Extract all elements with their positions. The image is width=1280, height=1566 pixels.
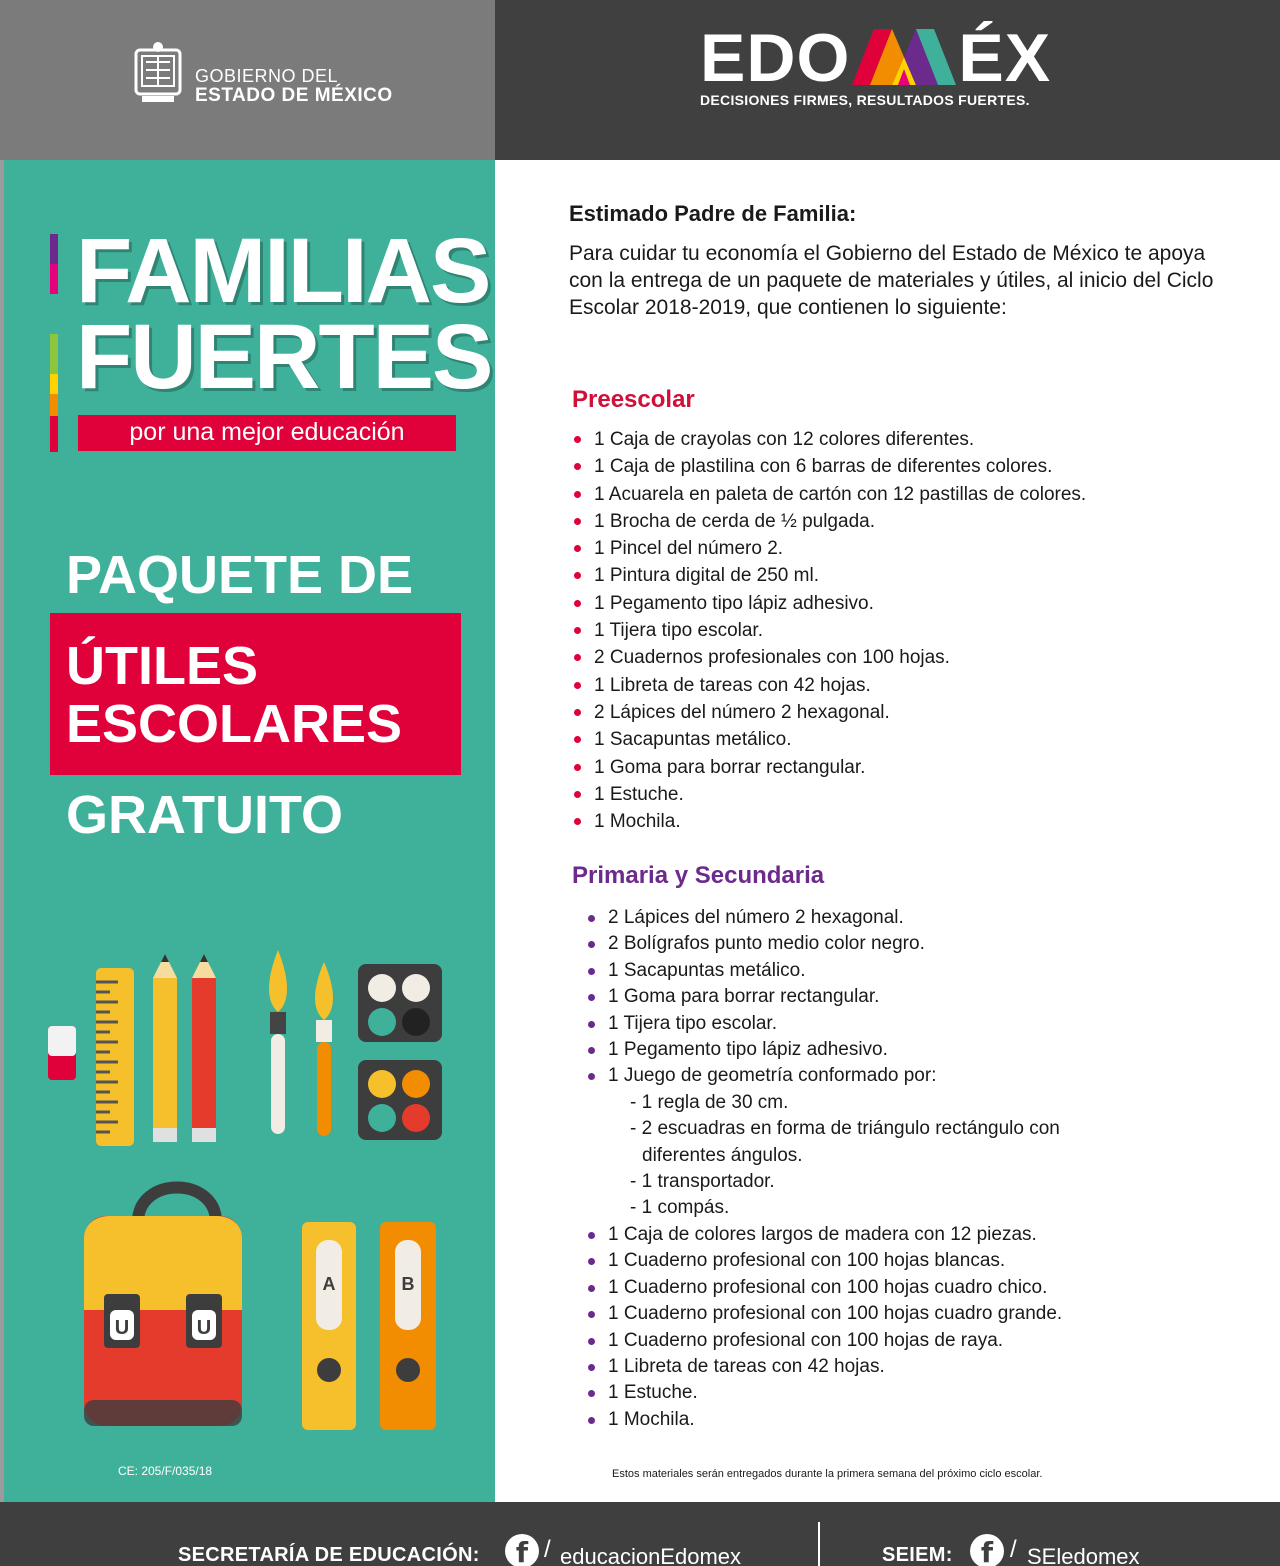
bullet-icon <box>574 764 581 771</box>
list-item <box>608 1354 1062 1380</box>
list-item-text: 1 Sacapuntas metálico. <box>608 959 806 981</box>
list-item-text: 1 Acuarela en paleta de cartón con 12 pastillas de colores. <box>594 483 1087 505</box>
list-item <box>608 984 1062 1010</box>
red-pencil-icon <box>192 954 216 1142</box>
list-item <box>608 1063 1062 1089</box>
list-item <box>594 781 1086 808</box>
bullet-icon <box>574 518 581 525</box>
list-item <box>608 1328 1062 1354</box>
list-item-text: 1 Goma para borrar rectangular. <box>594 756 866 778</box>
list-item <box>608 1222 1062 1248</box>
familias-fuertes-title <box>76 220 492 408</box>
list-item-text: 1 Tijera tipo escolar. <box>594 620 763 642</box>
list-item-text: 1 Goma para borrar rectangular. <box>608 986 880 1008</box>
bullet-icon <box>588 1417 595 1424</box>
backpack-letter-u-right: U <box>196 1317 212 1339</box>
list-item <box>608 1011 1062 1037</box>
list-item-text: 1 Pegamento tipo lápiz adhesivo. <box>594 592 874 614</box>
utiles-escolares-box <box>50 613 461 775</box>
bullet-icon <box>574 791 581 798</box>
watercolor-palette-icon <box>358 964 442 1042</box>
list-item-text: 1 Juego de geometría conformado por: <box>608 1065 937 1087</box>
footer-divider <box>818 1522 820 1566</box>
list-item-text: 1 Brocha de cerda de ½ pulgada. <box>594 510 875 532</box>
slash-separator: / <box>1010 1536 1017 1563</box>
ruler-icon <box>96 968 134 1146</box>
gov-line1: GOBIERNO DEL <box>195 66 339 86</box>
bullet-icon <box>574 545 581 552</box>
bullet-icon <box>574 682 581 689</box>
edomex-logo-left: EDO <box>700 20 851 96</box>
delivery-footnote: Estos materiales serán entregados durante la primera semana del próximo ciclo escolar. <box>612 1468 1043 1480</box>
bullet-icon <box>574 818 581 825</box>
utiles-line: ÚTILES <box>66 636 259 696</box>
backpack-icon <box>84 1188 242 1427</box>
bullet-icon <box>588 1073 595 1080</box>
seiem-label: SEIEM: <box>882 1544 953 1566</box>
bullet-icon <box>588 915 595 922</box>
paintbrush-dark-icon <box>269 950 287 1134</box>
facebook-icon[interactable]: f <box>505 1534 539 1566</box>
list-item-text: 1 Estuche. <box>594 783 684 805</box>
bullet-icon <box>588 1021 595 1028</box>
intro-paragraph: Para cuidar tu economía el Gobierno del Estado de México te apoya con la entrega de un paquete de materiales y útiles, al inicio del Ciclo Escolar 2018-2019, que contienen lo siguiente: <box>569 242 1214 319</box>
paintbrush-orange-icon <box>315 962 333 1136</box>
list-item <box>608 931 1062 957</box>
bullet-icon <box>588 1047 595 1054</box>
list-item-text: 1 Cuaderno profesional con 100 hojas cuadro grande. <box>608 1303 1063 1325</box>
list-item <box>594 726 1086 753</box>
government-name <box>195 66 393 106</box>
bullet-icon <box>588 1232 595 1239</box>
secretaria-label: SECRETARÍA DE EDUCACIÓN: <box>178 1544 480 1566</box>
list-item-text: 1 Caja de plastilina con 6 barras de diferentes colores. <box>594 456 1053 478</box>
list-item <box>608 958 1062 984</box>
state-coat-of-arms-icon <box>128 40 188 104</box>
list-item <box>594 508 1086 535</box>
binder-letter-b: B <box>401 1274 415 1294</box>
list-item <box>608 1407 1062 1433</box>
list-item <box>608 1301 1062 1327</box>
list-item <box>594 754 1086 781</box>
facebook-icon[interactable]: f <box>970 1534 1004 1566</box>
title-line2: FUERTES <box>76 306 492 408</box>
bullet-icon <box>588 994 595 1001</box>
list-item-text: 1 Libreta de tareas con 42 hojas. <box>594 674 871 696</box>
list-item-text: 2 Bolígrafos punto medio color negro. <box>608 933 925 955</box>
title-line1: FAMILIAS <box>76 220 490 322</box>
list-item <box>594 699 1086 726</box>
yellow-pencil-icon <box>153 954 177 1142</box>
paquete-de-heading: PAQUETE DE <box>66 545 414 605</box>
list-item-text: 1 Caja de colores largos de madera con 12 piezas. <box>608 1223 1037 1245</box>
preescolar-heading: Preescolar <box>572 386 695 413</box>
edomex-m-mark-icon <box>852 29 956 85</box>
list-item-text: 1 Pegamento tipo lápiz adhesivo. <box>608 1039 888 1061</box>
list-item <box>608 1275 1062 1301</box>
bullet-icon <box>574 436 581 443</box>
escolares-line: ESCOLARES <box>66 694 403 754</box>
edomex-logo-right: ÉX <box>958 20 1052 96</box>
bullet-icon <box>588 1258 595 1265</box>
list-item <box>594 617 1086 644</box>
slash-separator: / <box>544 1536 551 1563</box>
list-item <box>594 481 1086 508</box>
bullet-icon <box>588 1285 595 1292</box>
bullet-icon <box>574 600 581 607</box>
binder-letter-a: A <box>322 1274 336 1294</box>
bullet-icon <box>588 1311 595 1318</box>
bullet-icon <box>588 1338 595 1345</box>
list-item <box>594 562 1086 589</box>
edomex-logo <box>700 20 1052 96</box>
bullet-icon <box>588 968 595 975</box>
footer <box>0 1502 1280 1566</box>
list-item <box>594 453 1086 480</box>
list-item-text: 1 Mochila. <box>594 811 681 833</box>
bullet-icon <box>574 736 581 743</box>
list-item-text: 2 Lápices del número 2 hexagonal. <box>608 907 904 928</box>
list-item <box>594 426 1086 453</box>
list-item-text: 1 Cuaderno profesional con 100 hojas cuadro chico. <box>608 1276 1048 1298</box>
primaria-secundaria-heading: Primaria y Secundaria <box>572 862 825 889</box>
familias-fuertes-subtitle: por una mejor educación <box>78 415 456 451</box>
list-item-text: 1 Pintura digital de 250 ml. <box>594 565 819 587</box>
gratuito-heading: GRATUITO <box>66 785 343 845</box>
list-item: diferentes ángulos. <box>642 1144 803 1166</box>
seiem-facebook-link[interactable]: SEledomex <box>1027 1544 1140 1566</box>
list-item-text: 1 Cuaderno profesional con 100 hojas blancas. <box>608 1250 1006 1272</box>
list-item-text: 1 Estuche. <box>608 1382 698 1404</box>
bullet-icon <box>574 463 581 470</box>
bullet-icon <box>574 709 581 716</box>
list-item <box>594 535 1086 562</box>
bullet-icon <box>588 1364 595 1371</box>
header <box>0 0 1280 160</box>
list-item-text: 1 Sacapuntas metálico. <box>594 729 792 751</box>
greeting: Estimado Padre de Familia: <box>569 201 857 226</box>
list-item-text: 1 Libreta de tareas con 42 hojas. <box>608 1355 885 1377</box>
bullet-icon <box>588 1390 595 1397</box>
bullet-icon <box>574 654 581 661</box>
list-item-text: 1 Mochila. <box>608 1408 695 1430</box>
list-item <box>608 905 1062 931</box>
list-item: - 1 transportador. <box>630 1171 775 1193</box>
eraser-icon <box>48 1026 76 1080</box>
watercolor-palette-color-icon <box>358 1060 442 1140</box>
list-item <box>594 672 1086 699</box>
bullet-icon <box>574 627 581 634</box>
list-item-text: 1 Caja de crayolas con 12 colores diferentes. <box>594 429 975 450</box>
list-item-text: 2 Cuadernos profesionales con 100 hojas. <box>594 647 950 669</box>
bullet-icon <box>574 491 581 498</box>
list-item-text: 1 Cuaderno profesional con 100 hojas de raya. <box>608 1329 1004 1351</box>
list-item <box>608 1248 1062 1274</box>
list-item <box>594 590 1086 617</box>
backpack-letter-u-left: U <box>114 1317 130 1339</box>
gov-line2: ESTADO DE MÉXICO <box>195 85 393 106</box>
list-item: - 1 compás. <box>630 1197 730 1219</box>
school-supplies-illustration <box>40 940 460 1440</box>
list-item-text: 1 Tijera tipo escolar. <box>608 1012 777 1034</box>
list-item <box>608 1037 1062 1063</box>
binder-b-icon <box>380 1222 436 1430</box>
binder-a-icon <box>302 1222 356 1430</box>
list-item: - 2 escuadras en forma de triángulo rectángulo con <box>630 1118 1060 1140</box>
list-item-text: 1 Pincel del número 2. <box>594 538 784 560</box>
rainbow-color-bar <box>50 234 58 452</box>
secretaria-facebook-link[interactable]: educacionEdomex <box>560 1544 742 1566</box>
primaria-secundaria-list <box>608 905 1062 1433</box>
document-code: CE: 205/F/035/18 <box>118 1464 213 1478</box>
list-item: - 1 regla de 30 cm. <box>630 1091 789 1113</box>
preescolar-list <box>594 426 1086 835</box>
list-item-text: 2 Lápices del número 2 hexagonal. <box>594 701 890 723</box>
bullet-icon <box>574 572 581 579</box>
list-item <box>594 644 1086 671</box>
edomex-tagline: DECISIONES FIRMES, RESULTADOS FUERTES. <box>700 92 1030 108</box>
list-item <box>608 1380 1062 1406</box>
list-item <box>594 808 1086 835</box>
bullet-icon <box>588 941 595 948</box>
utiles-escolares-text <box>66 637 402 753</box>
